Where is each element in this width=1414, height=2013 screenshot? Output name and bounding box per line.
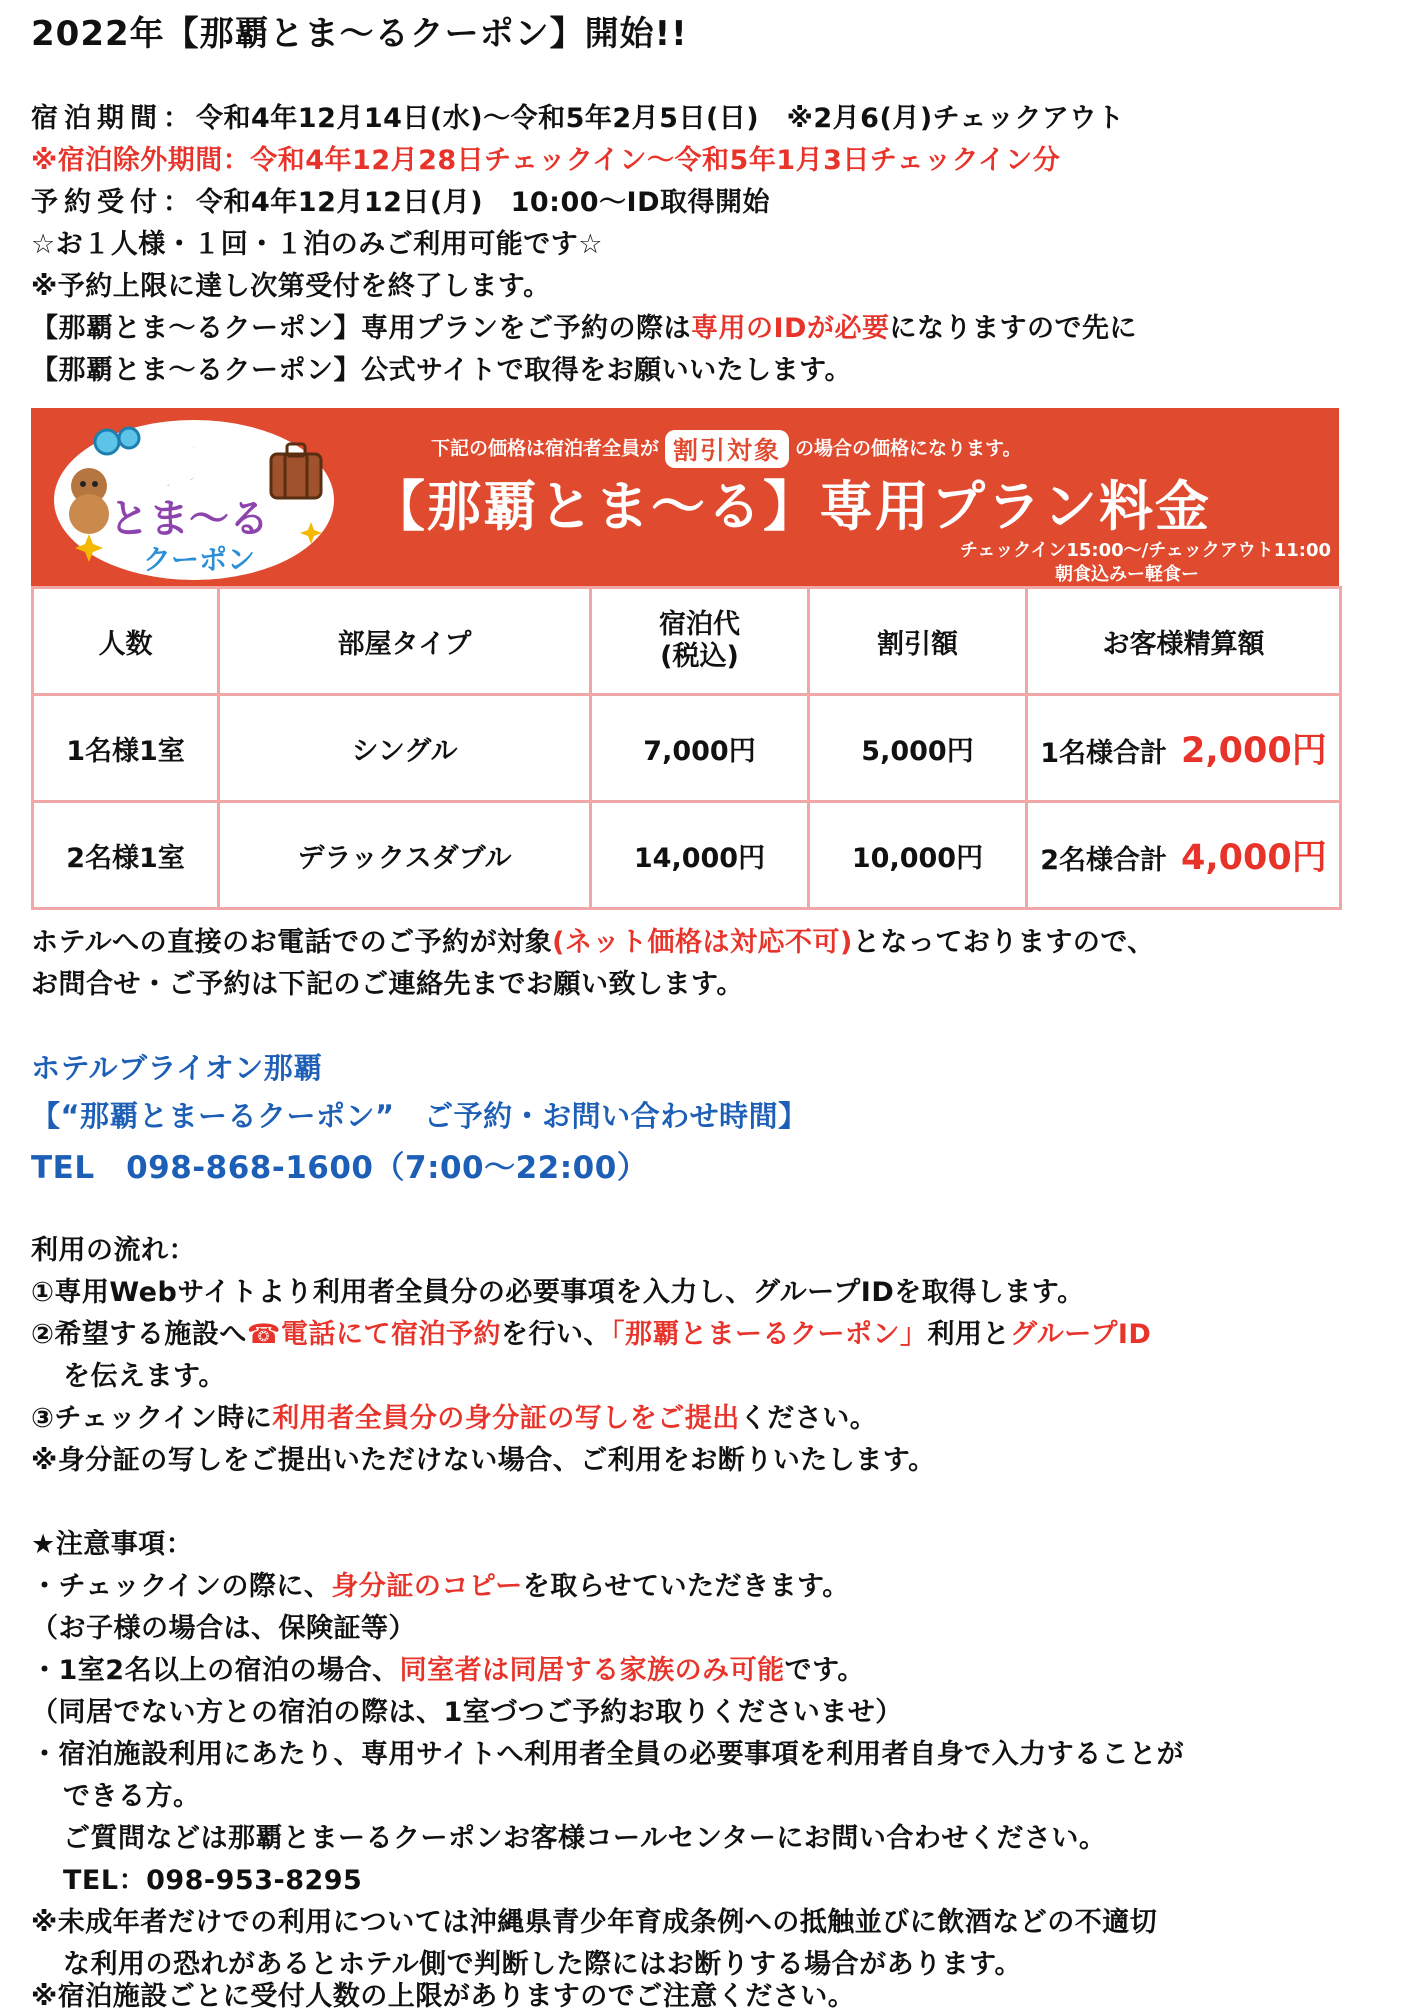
banner-sub-before: 下記の価格は宿泊者全員が <box>431 437 660 460</box>
flow-step-2 <box>31 1312 1151 1351</box>
caution-1-note: （お子様の場合は、保険証等） <box>31 1613 416 1644</box>
caution-2-c: です。 <box>784 1655 865 1686</box>
caution-1-c: を取らせていただきます。 <box>522 1571 850 1602</box>
banner-title: 【那覇とま〜る】専用プラン料金 <box>371 475 1211 538</box>
caution-4-line-2: な利用の恐れがあるとホテル側で判断した際にはお断りする場合があります。 <box>63 1949 1022 1980</box>
checkin-checkout-times: チェックイン15:00〜/チェックアウト11:00 <box>959 540 1331 561</box>
flow-step-1: ①専用Webサイトより利用者全員分の必要事項を入力し、グループIDを取得します。 <box>31 1277 1085 1308</box>
header-discount: 割引額 <box>809 588 1027 695</box>
header-price <box>591 588 809 695</box>
stay-period-label: 宿泊期間： <box>31 103 196 134</box>
stay-period-value: 令和4年12月14日(水)〜令和5年2月5日(日) ※2月6(月)チェックアウト <box>196 103 1125 134</box>
cell-total <box>1027 802 1341 909</box>
contact-request: お問合せ・ご予約は下記のご連絡先までお願い致します。 <box>31 969 744 1000</box>
notice-official-site: 【那覇とま〜るクーポン】公式サイトで取得をお願いいたします。 <box>31 355 852 386</box>
hotel-phone: TEL 098-868-1600（7:00〜22:00） <box>31 1150 649 1186</box>
caution-1-b: 身分証のコピー <box>331 1571 523 1602</box>
cell-room-type: デラックスダブル <box>219 802 591 909</box>
banner-sub-after: の場合の価格になります。 <box>795 437 1022 460</box>
cell-people: 1名様1室 <box>33 695 219 802</box>
total-amount: 2,000円 <box>1181 731 1327 771</box>
flow-step-2-e: 利用と <box>927 1319 1011 1350</box>
caution-2-a: ・1室2名以上の宿泊の場合、 <box>31 1655 400 1686</box>
reservation-label: 予約受付： <box>31 187 196 218</box>
price-table <box>31 586 1342 910</box>
caution-3-line-1: ・宿泊施設利用にあたり、専用サイトへ利用者全員の必要事項を利用者自身で入力することが <box>31 1739 1185 1770</box>
banner-subtitle <box>431 430 1022 468</box>
page-title: 2022年【那覇とま〜るクーポン】開始!! <box>31 14 688 54</box>
flow-step-2-c: を行い、 <box>501 1319 612 1350</box>
flow-step-2-a: ②希望する施設へ <box>31 1319 247 1350</box>
phone-only-b: (ネット価格は対応不可) <box>552 927 853 958</box>
reservation-value: 令和4年12月12日(月) 10:00〜ID取得開始 <box>196 187 771 218</box>
phone-only-a: ホテルへの直接のお電話でのご予約が対象 <box>31 927 553 958</box>
caution-2-b: 同室者は同居する家族のみ可能 <box>399 1655 785 1686</box>
flow-step-2-cont: を伝えます。 <box>63 1361 226 1392</box>
caution-1 <box>31 1564 850 1603</box>
flow-step-3-b: 利用者全員分の身分証の写しをご提出 <box>272 1403 740 1434</box>
table-row <box>33 695 1341 802</box>
flow-step-2-f: グループID <box>1010 1319 1152 1350</box>
flow-step-2-b: ☎電話にて宿泊予約 <box>246 1319 502 1350</box>
breakfast-info: 朝食込みー軽食ー <box>1055 564 1199 585</box>
exclusion-period: ※宿泊除外期間：令和4年12月28日チェックイン〜令和5年1月3日チェックイン分 <box>31 145 1061 176</box>
notice-id-a: 【那覇とま〜るクーポン】専用プランをご予約の際は <box>31 313 691 344</box>
cell-total <box>1027 695 1341 802</box>
cell-price: 14,000円 <box>591 802 809 909</box>
caution-5: ※宿泊施設ごとに受付人数の上限がありますのでご注意ください。 <box>31 1981 856 2012</box>
flow-heading: 利用の流れ： <box>31 1235 196 1266</box>
notice-limit: ※予約上限に達し次第受付を終了します。 <box>31 271 551 302</box>
hotel-name: ホテルブライオン那覇 <box>31 1051 323 1085</box>
header-people: 人数 <box>33 588 219 695</box>
caution-4-line-1: ※未成年者だけでの利用については沖縄県青少年育成条例への抵触並びに飲酒などの不適切 <box>31 1907 1158 1938</box>
logo-text-coupon: クーポン <box>142 543 256 576</box>
cell-price: 7,000円 <box>591 695 809 802</box>
reservation-period <box>31 180 770 219</box>
header-room-type: 部屋タイプ <box>219 588 591 695</box>
total-label: 2名様合計 <box>1040 845 1168 876</box>
plan-banner <box>31 408 1339 586</box>
flow-step-3 <box>31 1396 877 1435</box>
logo-text-tomaru: とま〜る <box>109 496 269 542</box>
caution-3-line-2: できる方。 <box>63 1781 201 1812</box>
flow-step-3-a: ③チェックイン時に <box>31 1403 273 1434</box>
notice-id-b: 専用のIDが必要 <box>691 313 890 344</box>
table-header-row <box>33 588 1341 695</box>
total-label: 1名様合計 <box>1040 738 1168 769</box>
table-row <box>33 802 1341 909</box>
flow-note: ※身分証の写しをご提出いただけない場合、ご利用をお断りいたします。 <box>31 1445 936 1476</box>
total-amount: 4,000円 <box>1181 838 1327 878</box>
logo-text-naha: 那覇 <box>149 438 249 496</box>
discount-target-badge: 割引対象 <box>665 430 789 468</box>
notice-id-required <box>31 306 1137 345</box>
phone-only-notice <box>31 920 1155 959</box>
phone-only-c: となっておりますので、 <box>852 927 1155 958</box>
stay-period <box>31 96 1124 135</box>
call-center-phone: TEL：098-953-8295 <box>63 1865 363 1896</box>
header-total: お客様精算額 <box>1027 588 1341 695</box>
coupon-logo <box>49 414 339 582</box>
caution-2 <box>31 1648 865 1687</box>
header-price-text: 宿泊代 (税込) <box>659 609 740 672</box>
flow-step-2-d: 「那覇とまーるクーポン」 <box>611 1319 928 1350</box>
flow-step-3-c: ください。 <box>739 1403 878 1434</box>
cell-discount: 5,000円 <box>809 695 1027 802</box>
caution-2-note: （同居でない方との宿泊の際は、1室づつご予約お取りくださいませ） <box>31 1697 903 1728</box>
animal-mascot-icon <box>69 468 109 534</box>
contact-hours-title: 【“那覇とまーるクーポン” ご予約・お問い合わせ時間】 <box>31 1099 808 1133</box>
cell-people: 2名様1室 <box>33 802 219 909</box>
caution-heading: ★注意事項： <box>31 1529 194 1560</box>
notice-id-c: になりますので先に <box>889 313 1137 344</box>
caution-1-a: ・チェックインの際に、 <box>31 1571 332 1602</box>
caution-3-line-3: ご質問などは那覇とまーるクーポンお客様コールセンターにお問い合わせください。 <box>63 1823 1107 1854</box>
notice-one-per-person: ☆お１人様・１回・１泊のみご利用可能です☆ <box>31 229 603 260</box>
cell-discount: 10,000円 <box>809 802 1027 909</box>
cell-room-type: シングル <box>219 695 591 802</box>
